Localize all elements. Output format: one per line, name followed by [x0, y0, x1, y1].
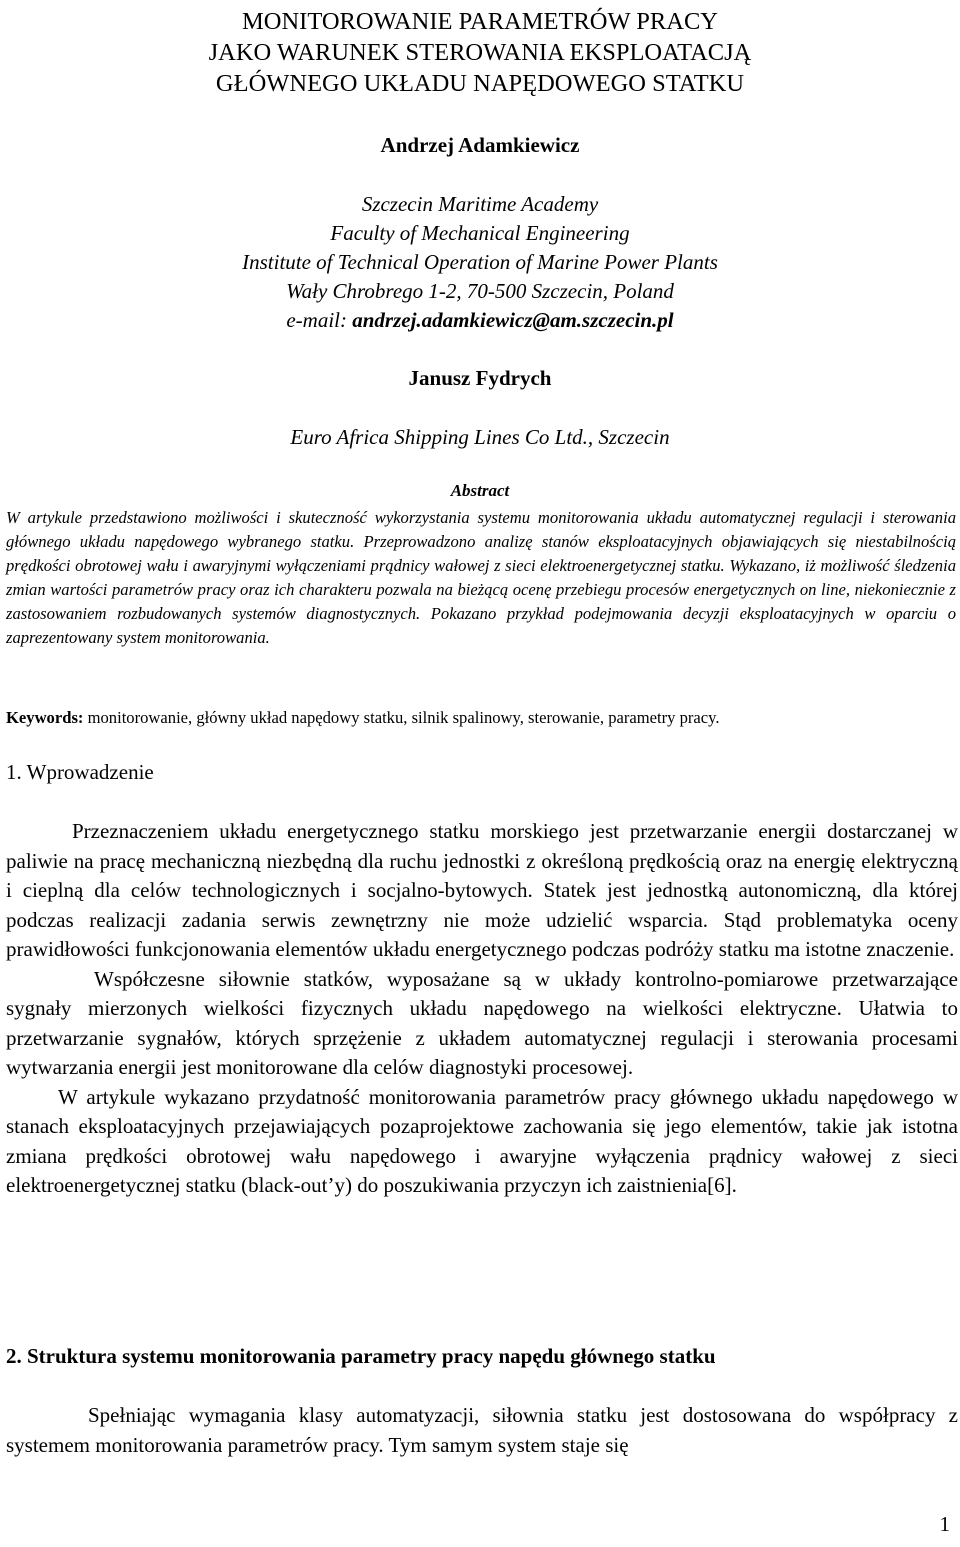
page-number: 1	[939, 1512, 950, 1536]
section-2-body	[6, 1401, 958, 1460]
abstract-text: W artykule przedstawiono możliwości i skuteczność wykorzystania systemu monitorowania układu automatycznej regulacji i sterowania głównego układu napędowego wybranego statku. Przeprowadzono analizę stanów eksploatacyjnych objawiających się niestabilnością prędkości obrotowej wału i awaryjnymi wyłączeniami prądnicy wałowej z sieci elektroenergetycznej statku. Wykazano, iż możliwość śledzenia zmian wartości parametrów pracy oraz ich charakteru pozwala na bieżącą ocenę przebiegu procesów energetycznych on line, niekoniecznie z zastosowaniem rozbudowanych systemów diagnostycznych. Pokazano przykład podejmowania decyzji eksploatacyjnych w oparciu o zaprezentowany system monitorowania.	[6, 508, 956, 647]
affiliation-line-1: Szczecin Maritime Academy	[361, 192, 599, 216]
section-1-body	[6, 817, 958, 1201]
affiliation-2: Euro Africa Shipping Lines Co Ltd., Szczecin	[290, 425, 670, 449]
affiliation-line-4: Wały Chrobrego 1-2, 70-500 Szczecin, Poland	[286, 279, 674, 303]
author-1: Andrzej Adamkiewicz	[380, 133, 580, 157]
keywords-label: Keywords:	[6, 708, 84, 727]
title-line-2: JAKO WARUNEK STEROWANIA EKSPLOATACJĄ	[208, 39, 752, 66]
keywords-text: monitorowanie, główny układ napędowy statku, silnik spalinowy, sterowanie, parametry pracy.	[83, 708, 720, 727]
section-2-heading: 2. Struktura systemu monitorowania parametry pracy napędu głównego statku	[6, 1344, 716, 1368]
section-2-paragraph-1: Spełniając wymagania klasy automatyzacji, siłownia statku jest dostosowana do współpracy z systemem monitorowania parametrów pracy. Tym samym system staje się	[6, 1403, 958, 1457]
title-line-1: MONITOROWANIE PARAMETRÓW PRACY	[242, 8, 718, 35]
paper-title	[0, 6, 960, 99]
affiliation-line-2: Faculty of Mechanical Engineering	[330, 221, 630, 245]
section-1-heading: 1. Wprowadzenie	[6, 760, 154, 784]
author-2: Janusz Fydrych	[408, 366, 552, 390]
affiliation-1	[0, 190, 960, 335]
keywords	[6, 706, 956, 730]
email-label: e-mail:	[286, 308, 353, 332]
affiliation-line-3: Institute of Technical Operation of Marine Power Plants	[242, 250, 718, 274]
section-1-paragraph-3: W artykule wykazano przydatność monitorowania parametrów pracy głównego układu napędowego w stanach eksploatacyjnych przejawiających pozaprojektowe zachowania się jego elementów, takie jak istotna zmiana prędkości obrotowej wału napędowego i awaryjne wyłączenia prądnicy wałowej z sieci elektroenergetycznej statku (black-out’y) do poszukiwania przyczyn ich zaistnienia[6].	[6, 1084, 958, 1197]
email-link[interactable]: andrzej.adamkiewicz@am.szczecin.pl	[352, 308, 674, 332]
title-line-3: GŁÓWNEGO UKŁADU NAPĘDOWEGO STATKU	[215, 70, 745, 97]
section-1-paragraph-1: Przeznaczeniem układu energetycznego statku morskiego jest przetwarzanie energii dostarczanej w paliwie na pracę mechaniczną niezbędną dla ruchu jednostki z określoną prędkością oraz na energię elektryczną i cieplną dla celów technologicznych i socjalno-bytowych. Statek jest jednostką autonomiczną, dla której podczas realizacji zadania serwis zewnętrzny nie może udzielić wsparcia. Stąd problematyka oceny prawidłowości funkcjonowania elementów układu energetycznego podczas podróży statku ma istotne znaczenie.	[6, 819, 958, 961]
email-line	[0, 306, 960, 335]
section-1-paragraph-2: Współczesne siłownie statków, wyposażane są w układy kontrolno-pomiarowe przetwarzające sygnały mierzonych wielkości fizycznych układu napędowego na wielkości elektryczne. Ułatwia to przetwarzanie sygnałów, których sprzężenie z układem automatycznej regulacji i sterowania procesami wytwarzania energii jest monitorowane dla celów diagnostyki procesowej.	[6, 966, 958, 1079]
abstract-heading: Abstract	[450, 481, 510, 500]
